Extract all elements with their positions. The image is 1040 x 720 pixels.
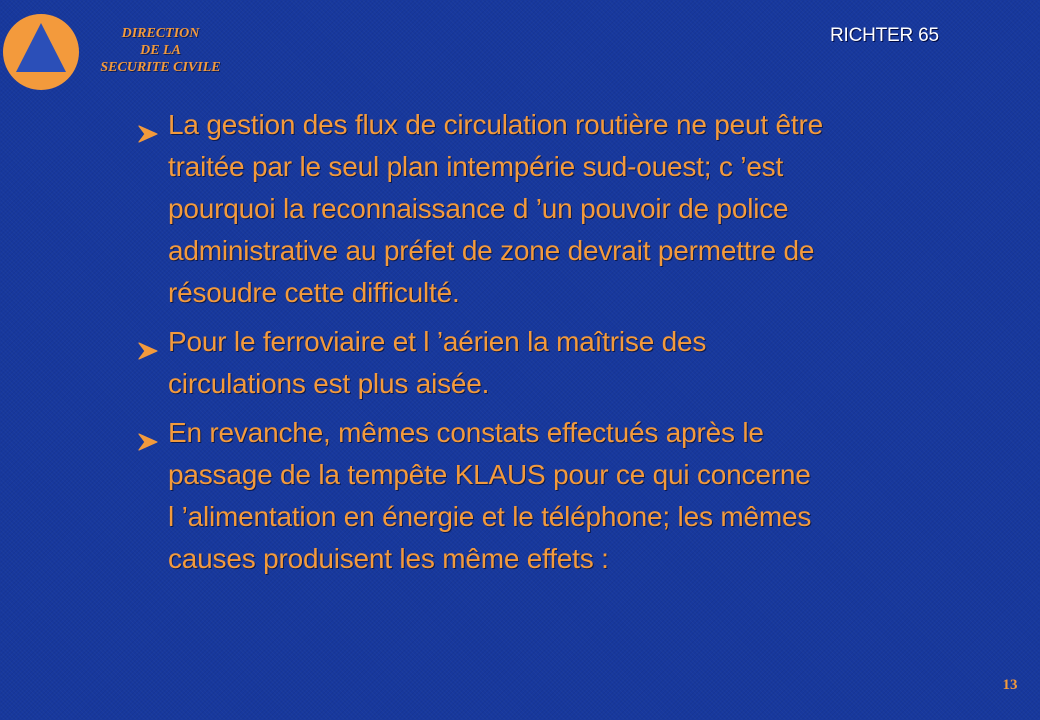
page-number: 13 bbox=[1002, 677, 1018, 693]
bullet-line: circulations est plus aisée. bbox=[168, 368, 490, 399]
arrow-head-bullet-icon bbox=[137, 422, 160, 442]
civil-protection-logo-icon bbox=[2, 13, 80, 91]
bullet-line: Pour le ferroviaire et l ’aérien la maîtrise des bbox=[168, 326, 707, 357]
organization-line-1: DIRECTION bbox=[121, 26, 200, 41]
bullet-line: En revanche, mêmes constats effectués après le bbox=[168, 417, 764, 448]
bullet-line: pourquoi la reconnaissance d ’un pouvoir de police bbox=[168, 193, 789, 224]
reference-code: RICHTER 65 bbox=[830, 25, 939, 46]
arrow-head-bullet-icon bbox=[137, 114, 160, 134]
arrow-head-bullet-icon bbox=[137, 331, 160, 351]
organization-line-3: SECURITE CIVILE bbox=[100, 60, 221, 75]
bullet-line: passage de la tempête KLAUS pour ce qui concerne bbox=[168, 459, 811, 490]
bullet-item-1 bbox=[137, 104, 957, 314]
bullet-line: administrative au préfet de zone devrait permettre de bbox=[168, 235, 815, 266]
bullet-line: résoudre cette difficulté. bbox=[168, 277, 460, 308]
bullet-line: l ’alimentation en énergie et le téléphone; les mêmes bbox=[168, 501, 812, 532]
bullet-line: causes produisent les même effets : bbox=[168, 543, 609, 574]
organization-name bbox=[88, 25, 233, 76]
bullet-item-3 bbox=[137, 412, 957, 580]
organization-line-2: DE LA bbox=[140, 43, 181, 58]
bullet-line: La gestion des flux de circulation routière ne peut être bbox=[168, 109, 823, 140]
bullet-item-2 bbox=[137, 321, 957, 405]
slide-content bbox=[137, 104, 957, 587]
bullet-line: traitée par le seul plan intempérie sud-ouest; c ’est bbox=[168, 151, 784, 182]
